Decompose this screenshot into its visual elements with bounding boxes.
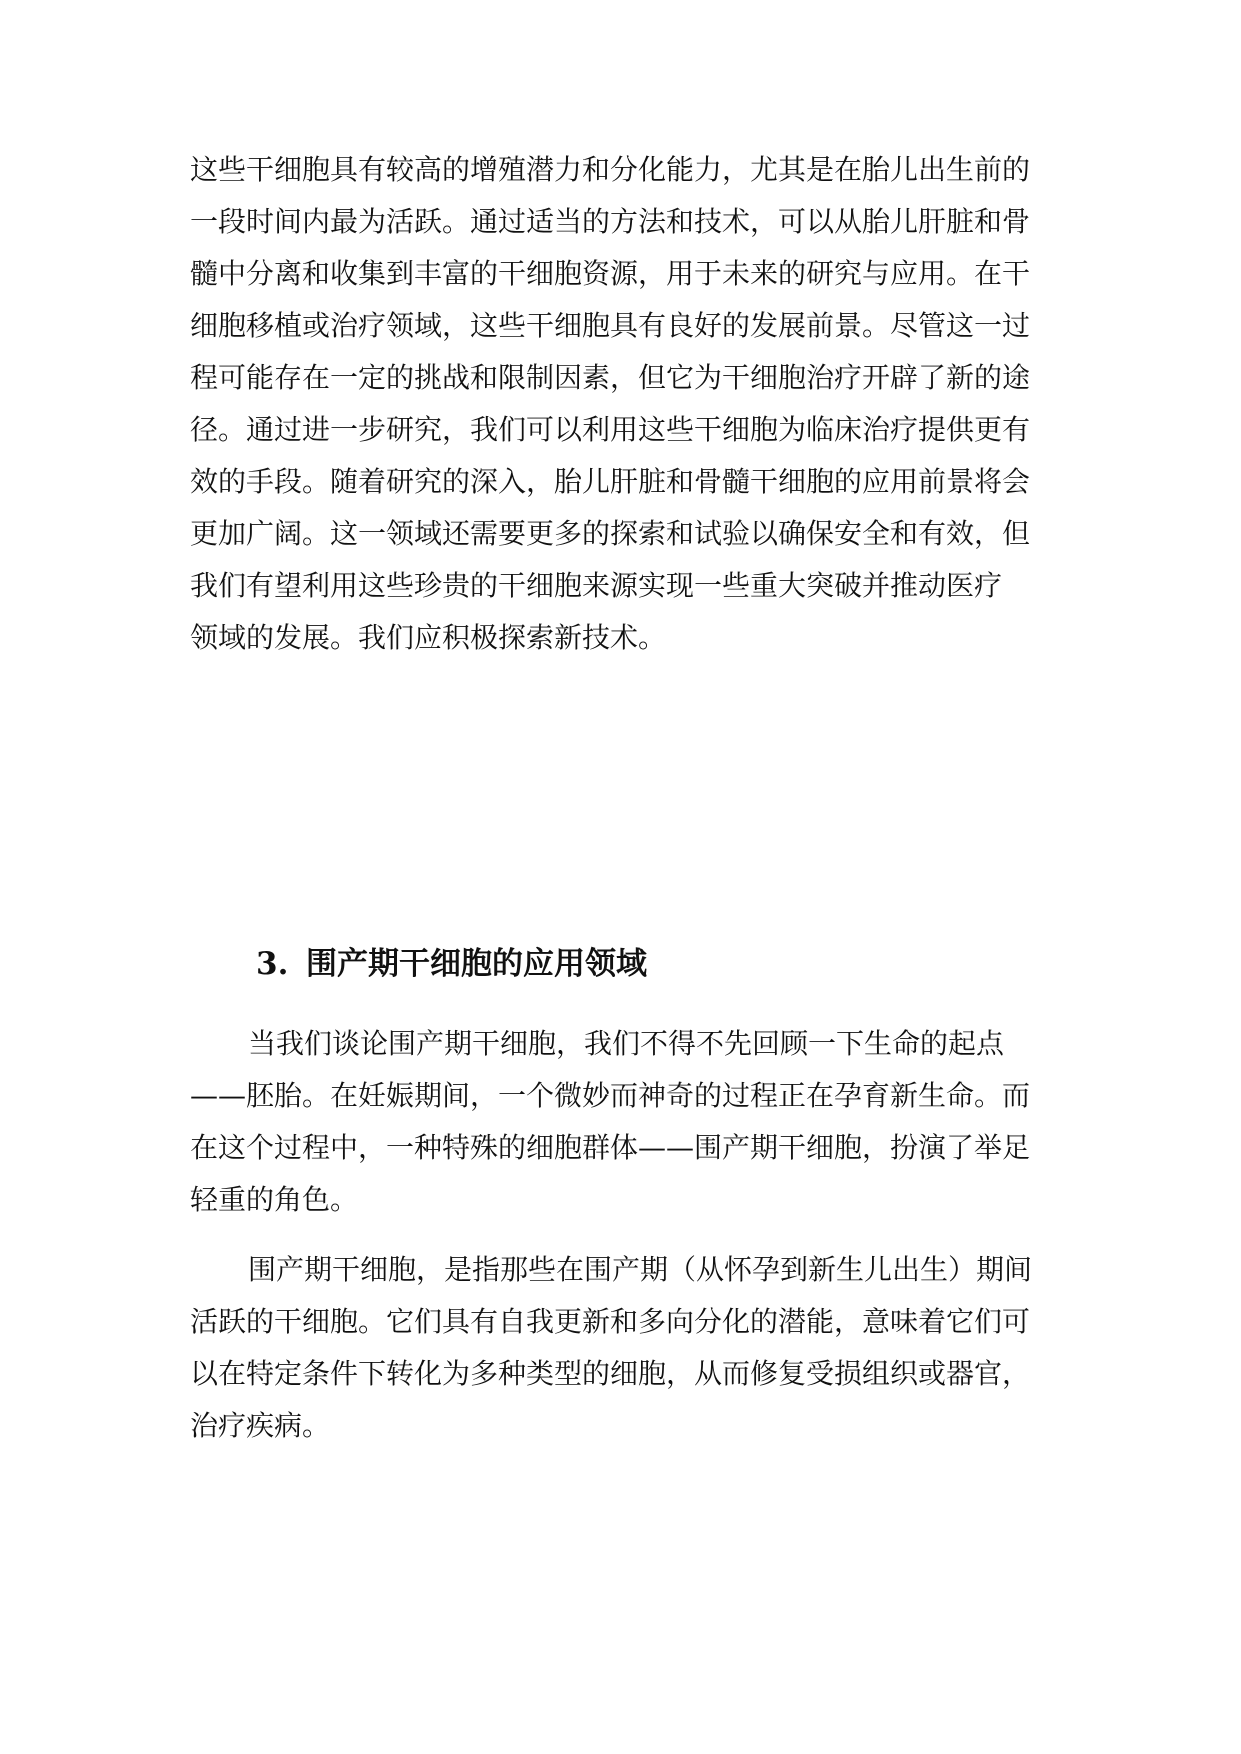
section-title: 围产期干细胞的应用领域 [306, 946, 647, 982]
paragraph-line: 这些干细胞具有较高的增殖潜力和分化能力，尤其是在胎儿出生前的 [190, 153, 1031, 186]
paragraph-line: 髓中分离和收集到丰富的干细胞资源，用于未来的研究与应用。在干 [190, 257, 1031, 290]
paragraph-line: 领域的发展。我们应积极探索新技术。 [190, 621, 667, 654]
paragraph-line: 更加广阔。这一领域还需要更多的探索和试验以确保安全和有效，但 [190, 517, 1031, 550]
paragraph-line: 治疗疾病。 [190, 1409, 331, 1442]
section-heading [256, 942, 647, 986]
paragraph-line: 程可能存在一定的挑战和限制因素，但它为干细胞治疗开辟了新的途 [190, 361, 1031, 394]
paragraph-line: 当我们谈论围产期干细胞，我们不得不先回顾一下生命的起点 [248, 1027, 1005, 1060]
paragraph-line: 轻重的角色。 [190, 1183, 359, 1216]
paragraph-line: 活跃的干细胞。它们具有自我更新和多向分化的潜能，意味着它们可 [190, 1305, 1031, 1338]
section-number: 3. [256, 946, 289, 982]
paragraph-line: 径。通过进一步研究，我们可以利用这些干细胞为临床治疗提供更有 [190, 413, 1031, 446]
paragraph-line: 一段时间内最为活跃。通过适当的方法和技术，可以从胎儿肝脏和骨 [190, 205, 1031, 238]
paragraph-line: 效的手段。随着研究的深入，胎儿肝脏和骨髓干细胞的应用前景将会 [190, 465, 1031, 498]
paragraph-line: 细胞移植或治疗领域，这些干细胞具有良好的发展前景。尽管这一过 [190, 309, 1031, 342]
paragraph-line: 在这个过程中，一种特殊的细胞群体——围产期干细胞，扮演了举足 [190, 1131, 1031, 1164]
paragraph-line: 以在特定条件下转化为多种类型的细胞，从而修复受损组织或器官， [190, 1357, 1031, 1390]
paragraph-line: 围产期干细胞，是指那些在围产期（从怀孕到新生儿出生）期间 [248, 1253, 1033, 1286]
paragraph-line: 我们有望利用这些珍贵的干细胞来源实现一些重大突破并推动医疗 [190, 569, 1003, 602]
paragraph-line: ——胚胎。在妊娠期间，一个微妙而神奇的过程正在孕育新生命。而 [190, 1079, 1031, 1112]
